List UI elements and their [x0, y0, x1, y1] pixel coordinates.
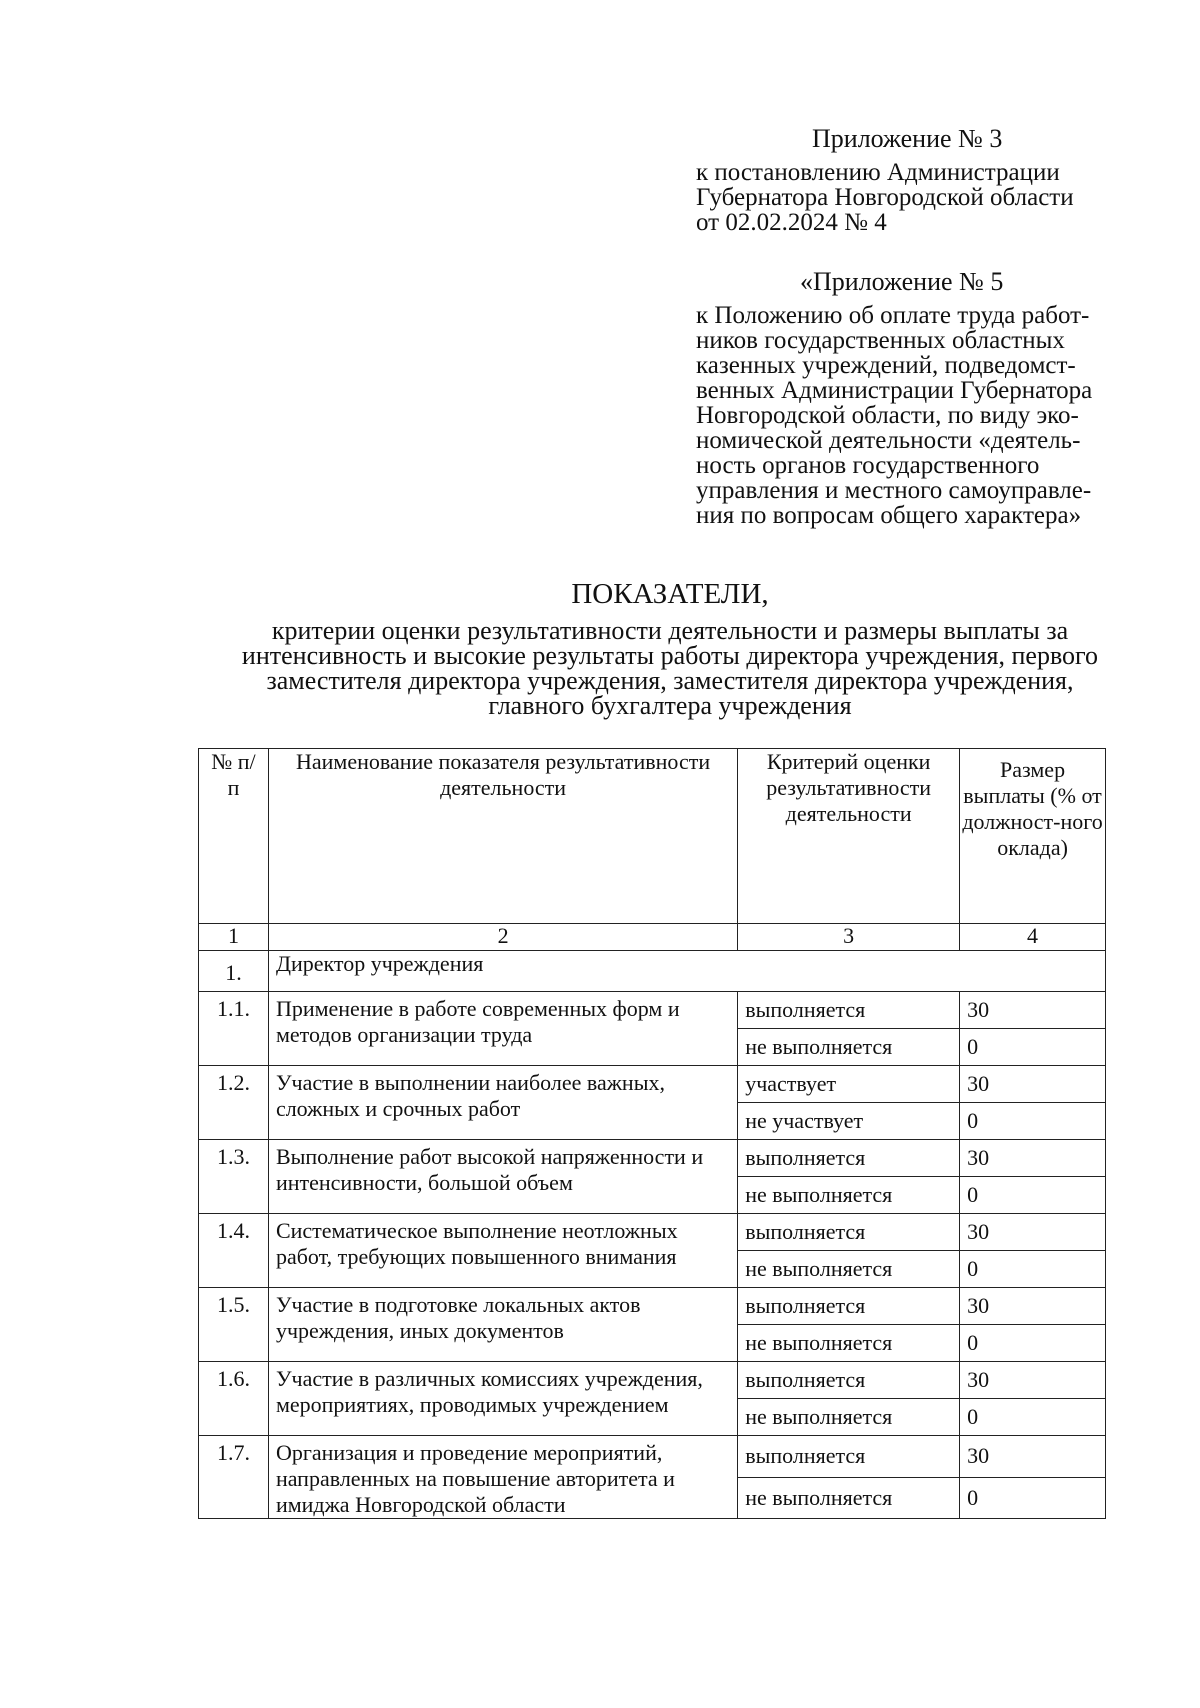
row-number: 1.2. [199, 1066, 269, 1140]
row-indicator-name: Систематическое выполнение неотложных работ, требующих повышенного внимания [268, 1214, 737, 1288]
header-criterion: Критерий оценки результативности деятельности [738, 749, 960, 924]
row-value-yes: 30 [960, 1214, 1106, 1251]
row-indicator-name: Участие в различных комиссиях учреждения, мероприятиях, проводимых учреждением [268, 1362, 737, 1436]
row-value-no: 0 [960, 1029, 1106, 1066]
row-indicator-name: Участие в подготовке локальных актов учреждения, иных документов [268, 1288, 737, 1362]
header-indicator-name: Наименование показателя результативности деятельности [268, 749, 737, 924]
subtitle-line: главного бухгалтера учреждения [488, 691, 852, 720]
inner-appendix-reference [696, 303, 1136, 528]
appendix-reference [696, 160, 1136, 235]
table-header-row [199, 749, 1106, 924]
row-criterion-yes: выполняется [738, 1362, 960, 1399]
section-row [199, 951, 1106, 992]
row-criterion-yes: выполняется [738, 992, 960, 1029]
row-criterion-yes: выполняется [738, 1436, 960, 1478]
row-value-yes: 30 [960, 1140, 1106, 1177]
row-value-yes: 30 [960, 1362, 1106, 1399]
section-name: Директор учреждения [268, 951, 1105, 992]
indicators-table [198, 748, 1106, 1519]
appendix-title: Приложение № 3 [812, 124, 1003, 153]
inner-ref-line: венных Администрации Губернатора [696, 377, 1093, 404]
row-criterion-no: не выполняется [738, 1029, 960, 1066]
column-number: 4 [960, 924, 1106, 951]
table-row [199, 1288, 1106, 1325]
appendix-ref-line: от 02.02.2024 № 4 [696, 209, 887, 236]
row-number: 1.3. [199, 1140, 269, 1214]
document-title: ПОКАЗАТЕЛИ, [571, 578, 769, 610]
subtitle-line: критерии оценки результативности деятельности и размеры выплаты за [271, 616, 1069, 645]
inner-ref-line: ность органов государственного [696, 452, 1040, 479]
table-row [199, 1214, 1106, 1251]
row-number: 1.6. [199, 1362, 269, 1436]
row-indicator-name: Выполнение работ высокой напряженности и интенсивности, большой объем [268, 1140, 737, 1214]
header-number: № п/п [199, 749, 269, 924]
row-value-no: 0 [960, 1103, 1106, 1140]
row-indicator-name: Применение в работе современных форм и методов организации труда [268, 992, 737, 1066]
row-criterion-no: не выполняется [738, 1177, 960, 1214]
column-number: 1 [199, 924, 269, 951]
table-row [199, 1362, 1106, 1399]
row-criterion-yes: участвует [738, 1066, 960, 1103]
inner-ref-line: управления и местного самоуправле- [696, 477, 1092, 504]
inner-ref-line: к Положению об оплате труда работ- [696, 302, 1090, 329]
table-row [199, 1140, 1106, 1177]
row-criterion-yes: выполняется [738, 1140, 960, 1177]
table-row [199, 1066, 1106, 1103]
table-row [199, 992, 1106, 1029]
document-subtitle [200, 618, 1140, 718]
row-criterion-no: не выполняется [738, 1325, 960, 1362]
row-number: 1.1. [199, 992, 269, 1066]
row-value-yes: 30 [960, 992, 1106, 1029]
row-criterion-yes: выполняется [738, 1288, 960, 1325]
appendix-ref-line: Губернатора Новгородской области [696, 184, 1074, 211]
row-criterion-yes: выполняется [738, 1214, 960, 1251]
row-indicator-name: Участие в выполнении наиболее важных, сложных и срочных работ [268, 1066, 737, 1140]
row-value-yes: 30 [960, 1436, 1106, 1478]
row-number: 1.5. [199, 1288, 269, 1362]
appendix-ref-line: к постановлению Администрации [696, 159, 1060, 186]
row-criterion-no: не выполняется [738, 1399, 960, 1436]
row-criterion-no: не выполняется [738, 1251, 960, 1288]
header-payment-size: Размер выплаты (% от должност-ного оклада) [960, 749, 1106, 924]
column-number: 2 [268, 924, 737, 951]
inner-appendix-title: «Приложение № 5 [800, 267, 1004, 296]
column-numbers-row [199, 924, 1106, 951]
inner-ref-line: ния по вопросам общего характера» [696, 502, 1082, 529]
inner-ref-line: Новгородской области, по виду эко- [696, 402, 1079, 429]
row-value-no: 0 [960, 1251, 1106, 1288]
row-value-no: 0 [960, 1325, 1106, 1362]
row-value-no: 0 [960, 1477, 1106, 1519]
inner-ref-line: ников государственных областных [696, 327, 1065, 354]
row-value-no: 0 [960, 1177, 1106, 1214]
inner-ref-line: номической деятельности «деятель- [696, 427, 1081, 454]
row-criterion-no: не участвует [738, 1103, 960, 1140]
subtitle-line: заместителя директора учреждения, заместителя директора учреждения, [266, 666, 1074, 695]
row-value-yes: 30 [960, 1066, 1106, 1103]
section-number: 1. [199, 951, 269, 992]
row-value-no: 0 [960, 1399, 1106, 1436]
column-number: 3 [738, 924, 960, 951]
subtitle-line: интенсивность и высокие результаты работы директора учреждения, первого [241, 641, 1099, 670]
row-criterion-no: не выполняется [738, 1477, 960, 1519]
row-number: 1.7. [199, 1436, 269, 1519]
table-row [199, 1436, 1106, 1478]
inner-ref-line: казенных учреждений, подведомст- [696, 352, 1076, 379]
row-number: 1.4. [199, 1214, 269, 1288]
row-value-yes: 30 [960, 1288, 1106, 1325]
row-indicator-name: Организация и проведение мероприятий, направленных на повышение авторитета и имиджа Новгородской области [268, 1436, 737, 1519]
